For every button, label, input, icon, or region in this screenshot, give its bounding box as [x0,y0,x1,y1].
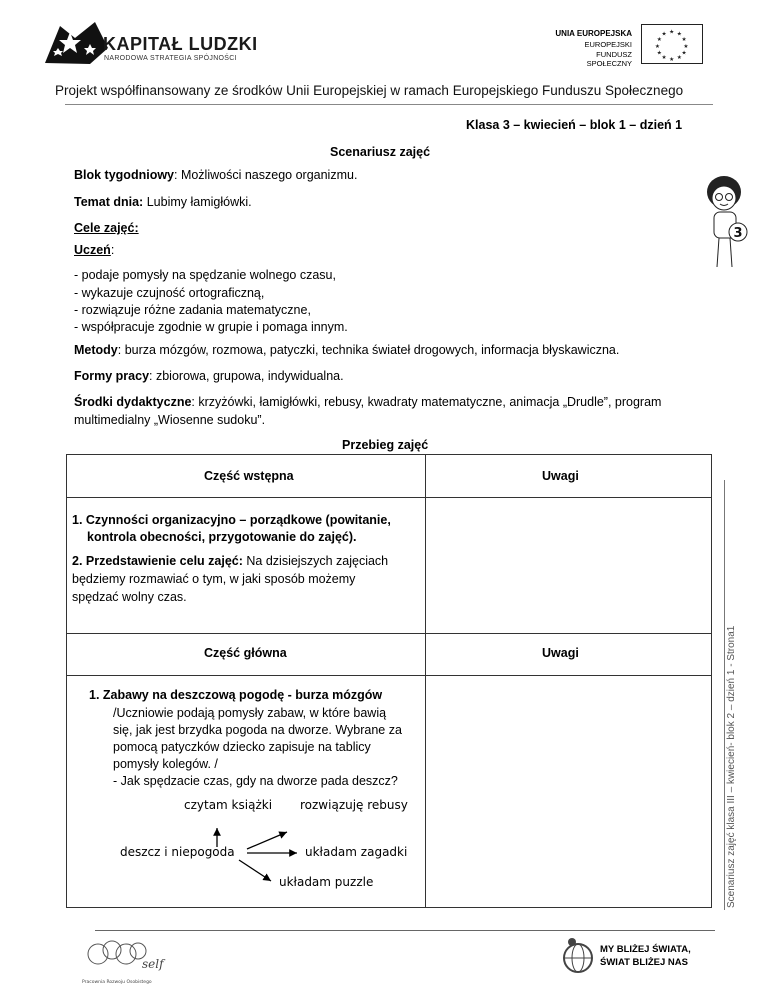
side-rule [724,480,725,910]
przebieg-heading: Przebieg zajęć [342,438,429,452]
diagram-node: rozwiązuję rebusy [300,798,408,812]
eu-title: UNIA EUROPEJSKA [555,29,632,38]
goal-item: - wykazuje czujność ortograficzną, [74,286,265,300]
goal-item: - współpracuje zgodnie w grupie i pomaga innym. [74,320,348,334]
self-caption: Pracownia Rozwoju Osobistego [82,980,152,985]
svg-text:★: ★ [669,29,675,36]
header-divider [65,104,713,105]
document-title: Scenariusz zajęć [330,145,431,159]
logo-title: KAPITAŁ LUDZKI [103,34,258,54]
blok-value: : Możliwości naszego organizmu. [174,168,358,182]
diagram-node: układam zagadki [305,845,408,859]
diagram-center: deszcz i niepogoda [120,845,235,859]
svg-text:★: ★ [683,43,689,50]
svg-text:★: ★ [654,43,661,50]
table-column-divider [425,455,426,907]
intro-item-1: 1. Czynności organizacyjno – porządkowe (powitanie, [72,513,391,527]
goal-item: - rozwiązuje różne zadania matematyczne, [74,303,311,317]
intro-item-2-cont: spędzać wolny czas. [72,590,187,604]
self-logo-icon [80,938,170,988]
srodki-value: : krzyżówki, łamigłówki, rebusy, kwadraty matematyczne, animacja „Drudle”, program [191,395,662,409]
globe-icon [560,936,596,976]
temat-value: Lubimy łamigłówki. [143,195,252,209]
svg-text:★: ★ [656,50,662,57]
formy-label: Formy pracy [74,369,150,383]
srodki-line-2: multimedialny „Wiosenne sudoku”. [74,413,266,427]
main-item-1-line: pomysły kolegów. / [113,757,218,771]
class-info: Klasa 3 – kwiecień – blok 1 – dzień 1 [466,118,683,132]
project-line-part-a: Projekt współfinansowany ze środków Unii Europejskiej [55,83,387,98]
svg-text:★: ★ [661,31,667,38]
metody-value: : burza mózgów, rozmowa, patyczki, technika świateł drogowych, informacja błyskawiczna. [117,343,620,357]
main-item-1-line: - Jak spędzacie czas, gdy na dworze pada deszcz? [113,774,398,788]
metody-label: Metody [74,343,118,357]
side-footer-text: Scenariusz zajęć klasa III – kwiecień- blok 2 – dzień 1 - Strona1 [726,625,737,908]
main-item-1-line: pomocą patyczków dziecko zapisuje na tablicy [113,740,371,754]
project-line [55,83,683,98]
lesson-table [66,454,712,908]
svg-text:★: ★ [676,55,682,62]
uczen-colon: : [110,243,115,257]
notes-heading: Uwagi [542,469,579,483]
goal-item: - podaje pomysły na spędzanie wolnego czasu, [74,268,336,282]
diagram-node: czytam książki [184,798,273,812]
blok-line [74,168,357,182]
temat-line [74,195,252,209]
svg-text:★: ★ [681,50,687,57]
main-item-1-line: się, jak jest brzydka pogoda na dworze. Wybrane za [113,723,402,737]
section-heading-intro: Część wstępna [204,469,294,483]
footer-divider [95,930,715,931]
diagram-arrows [67,455,425,907]
svg-text:★: ★ [676,31,682,38]
svg-text:★: ★ [656,37,662,44]
blok-label: Blok tygodniowy [74,168,174,182]
eu-flag-icon [641,24,703,64]
intro-item-2-text: Na dzisiejszych zajęciach [242,554,389,568]
srodki-line [74,395,661,409]
svg-text:self: self [142,957,164,971]
main-item-1-title: 1. Zabawy na deszczową pogodę - burza mózgów [89,688,383,702]
cele-label: Cele zajęć: [74,221,139,235]
uczen-label: Uczeń [74,243,111,257]
logo-subtitle: NARODOWA STRATEGIA SPÓJNOŚCI [104,55,237,62]
girl-mascot-icon [700,172,750,272]
eu-subtitle-2: FUNDUSZ SPOŁECZNY [586,50,632,68]
temat-label: Temat dnia: [74,195,144,209]
metody-line [74,343,619,357]
svg-text:★: ★ [661,55,667,62]
intro-item-2-label: 2. Przedstawienie celu zajęć: [72,554,243,568]
section-heading-main: Część główna [204,646,287,660]
diagram-node: układam puzzle [279,875,374,889]
project-line-part-b: w ramach Europejskiego Funduszu Społecznego [390,83,684,98]
uczen-line [74,243,114,257]
svg-text:★: ★ [681,37,687,44]
eu-subtitle-1: EUROPEJSKI [584,40,632,49]
intro-item-1-cont: kontrola obecności, przygotowanie do zajęć). [87,530,357,544]
svg-text:★: ★ [669,57,675,64]
badge-number: 3 [733,226,743,241]
main-item-1-line: /Uczniowie podają pomysły zabaw, w które bawią [113,706,387,720]
formy-line [74,369,344,383]
notes-heading: Uwagi [542,646,579,660]
formy-value: : zbiorowa, grupowa, indywidualna. [149,369,344,383]
footer-slogan-1: MY BLIŻEJ ŚWIATA, [600,944,691,955]
footer-slogan-2: ŚWIAT BLIŻEJ NAS [600,957,688,968]
intro-item-2-cont: będziemy rozmawiać o tym, w jaki sposób możemy [72,572,356,586]
srodki-label: Środki dydaktyczne [74,395,192,409]
